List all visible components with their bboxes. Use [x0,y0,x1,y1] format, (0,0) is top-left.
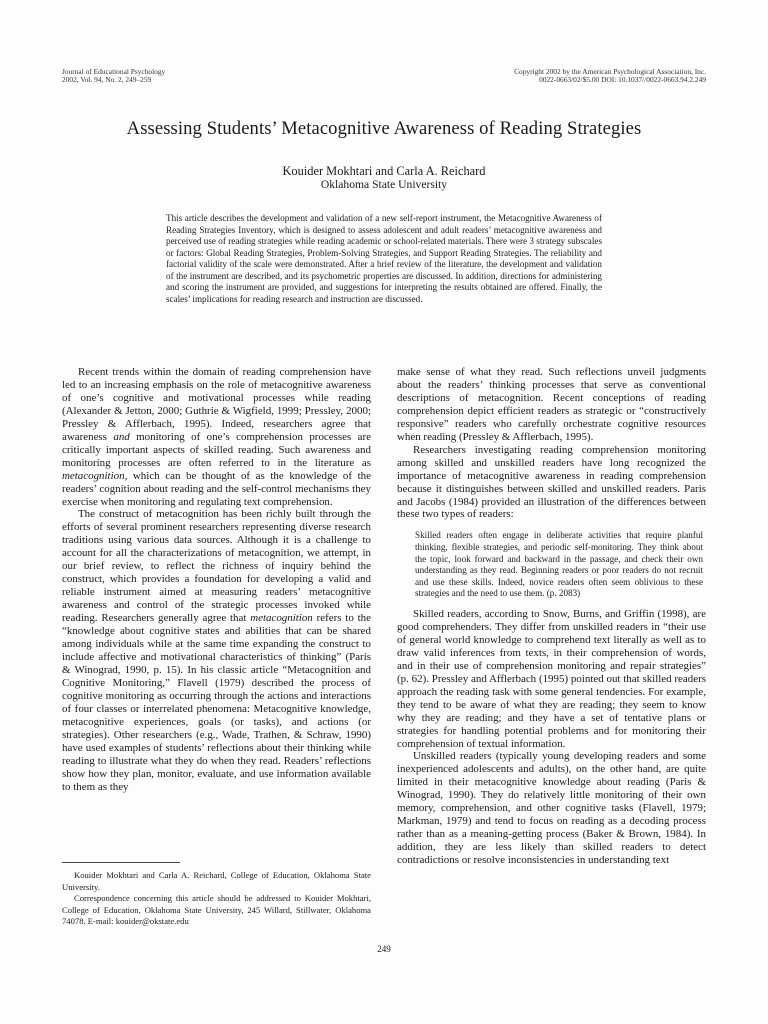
body-paragraph: The construct of metacognition has been richly built through the efforts of several prominent researchers representing diverse research traditions using various data sources. Although it is a challenge to account for all the characterizations of metacognition, we attempt, in our brief review, to reflect the richness of inquiry behind the construct, which provides a foundation for developing a valid and reliable instrument aimed at measuring readers’ metacognitive awareness and control of the strategic processes invoked while reading. Researchers generally agree that metacognition refers to the “knowledge about cognitive states and abilities that can be shared among individuals while at the same time expanding the construct to include affective and motivational characteristics of thinking” (Paris & Winograd, 1990, p. 15). In his classic article “Metacognition and Cognitive Monitoring,” Flavell (1979) described the process of cognitive monitoring as occurring through the actions and interactions of four classes or interrelated phenomena: Metacognitive knowledge, metacognitive experiences, goals (or tasks), and actions (or strategies). Other researchers (e.g., Wade, Trathen, & Schraw, 1990) have used examples of students’ reflections about their thinking while reading to illustrate what they do when they read. Readers’ reflections show how they plan, monitor, evaluate, and use information available to them as they [62,508,371,793]
body-paragraph: Skilled readers, according to Snow, Burns, and Griffin (1998), are good comprehenders. They differ from unskilled readers in “their use of general world knowledge to comprehend text literally as well as to draw valid inferences from texts, in their comprehension of words, and in their use of comprehension monitoring and repair strategies” (p. 62). Pressley and Afflerbach (1995) pointed out that skilled readers approach the reading task with some general tendencies. For example, they tend to be aware of what they are reading; they seem to know why they are reading; and they have a set of tentative plans or strategies for handling potential problems and for monitoring their comprehension of textual information. [397,608,706,750]
emphasis: and [113,430,130,443]
footnotes [62,870,371,928]
copyright-line: Copyright 2002 by the American Psychological Association, Inc. [514,67,706,76]
author-affiliation: Oklahoma State University [320,178,448,191]
doi-line: 0022-0663/02/$5.00 DOI: 10.1037//0022-0663.94.2.249 [539,75,706,85]
body-paragraph: Unskilled readers (typically young developing readers and some inexperienced adolescents and adults), on the other hand, are quite limited in their metacognitive knowledge about reading (Paris & Winograd, 1990). They do relatively little monitoring of their own memory, comprehension, and other cognitive tasks (Flavell, 1979; Markman, 1979) and tend to focus on reading as a decoding process rather than as a meaning-getting process (Baker & Brown, 1984). In addition, they are less likely than skilled readers to detect contradictions or resolve inconsistencies in understanding text [397,750,706,867]
body-paragraph: Researchers investigating reading comprehension monitoring among skilled and unskilled readers have long recognized the importance of metacognitive awareness in reading comprehension because it distinguishes between skilled and unskilled readers. Paris and Jacobs (1984) provided an illustration of the differences between these two types of readers: [397,443,706,521]
body-paragraph: make sense of what they read. Such reflections unveil judgments about the readers’ thinking processes that serve as conventional descriptions of metacognition. Recent conceptions of reading comprehension depict efficient readers as strategic or “constructively responsive” readers who carefully orchestrate cognitive resources when reading (Pressley & Afflerbach, 1995). [397,366,706,443]
emphasis: metacognition [250,612,313,625]
article-title: Assessing Students’ Metacognitive Awareness of Reading Strategies [126,118,642,139]
author-names: Kouider Mokhtari and Carla A. Reichard [282,164,486,178]
author-note: Kouider Mokhtari and Carla A. Reichard, College of Education, Oklahoma State University. [62,870,371,892]
block-quote: Skilled readers often engage in deliberate activities that require planful thinking, flexible strategies, and periodic self-monitoring. They think about the topic, look forward and backward in the passage, and check their own understanding as they read. Beginning readers or poor readers do not recruit and use these skills. Indeed, novice readers often seem oblivious to these strategies and the need to use them. (p. 2083) [415,530,703,599]
footnote-divider [62,862,180,863]
journal-name: Journal of Educational Psychology [62,67,166,76]
journal-volume: 2002, Vol. 94, No. 2, 249–259 [62,75,152,85]
journal-citation [62,68,165,85]
body-paragraph: Recent trends within the domain of reading comprehension have led to an increasing emphasis on the role of metacognitive awareness of one’s cognitive and motivational processes while reading (Alexander & Jetton, 2000; Guthrie & Wigfield, 1999; Pressley, 2000; Pressley & Afflerbach, 1995). Indeed, researchers agree that awareness and monitoring of one’s comprehension processes are critically important aspects of skilled reading. Such awareness and monitoring processes are often referred to in the literature as metacognition, which can be thought of as the knowledge of the readers’ cognition about reading and the self-control mechanisms they exercise when monitoring and regulating text comprehension. [62,366,371,508]
abstract: This article describes the development and validation of a new self-report instrument, the Metacognitive Awareness of Reading Strategies Inventory, which is designed to assess adolescent and adult readers’ metacognitive awareness and perceived use of reading strategies while reading academic or school-related materials. There were 3 strategy subscales or factors: Global Reading Strategies, Problem-Solving Strategies, and Support Reading Strategies. The reliability and factorial validity of the scale were demonstrated. After a brief review of the literature, the development and validation of the instrument are described, and its psychometric properties are discussed. In addition, directions for administering and scoring the instrument are provided, and suggestions for interpreting the results obtained are offered. Finally, the scales’ implications for reading research and instruction are discussed. [166,213,602,304]
correspondence-note: Correspondence concerning this article should be addressed to Kouider Mokhtari, College of Education, Oklahoma State University, 245 Willard, Stillwater, Oklahoma 74078. E-mail: kouider@okstate.edu [62,893,371,927]
emphasis: metacognition, [62,469,128,482]
copyright-notice [514,68,706,85]
page-number: 249 [377,944,391,954]
left-column [62,366,371,793]
right-column [397,366,706,867]
